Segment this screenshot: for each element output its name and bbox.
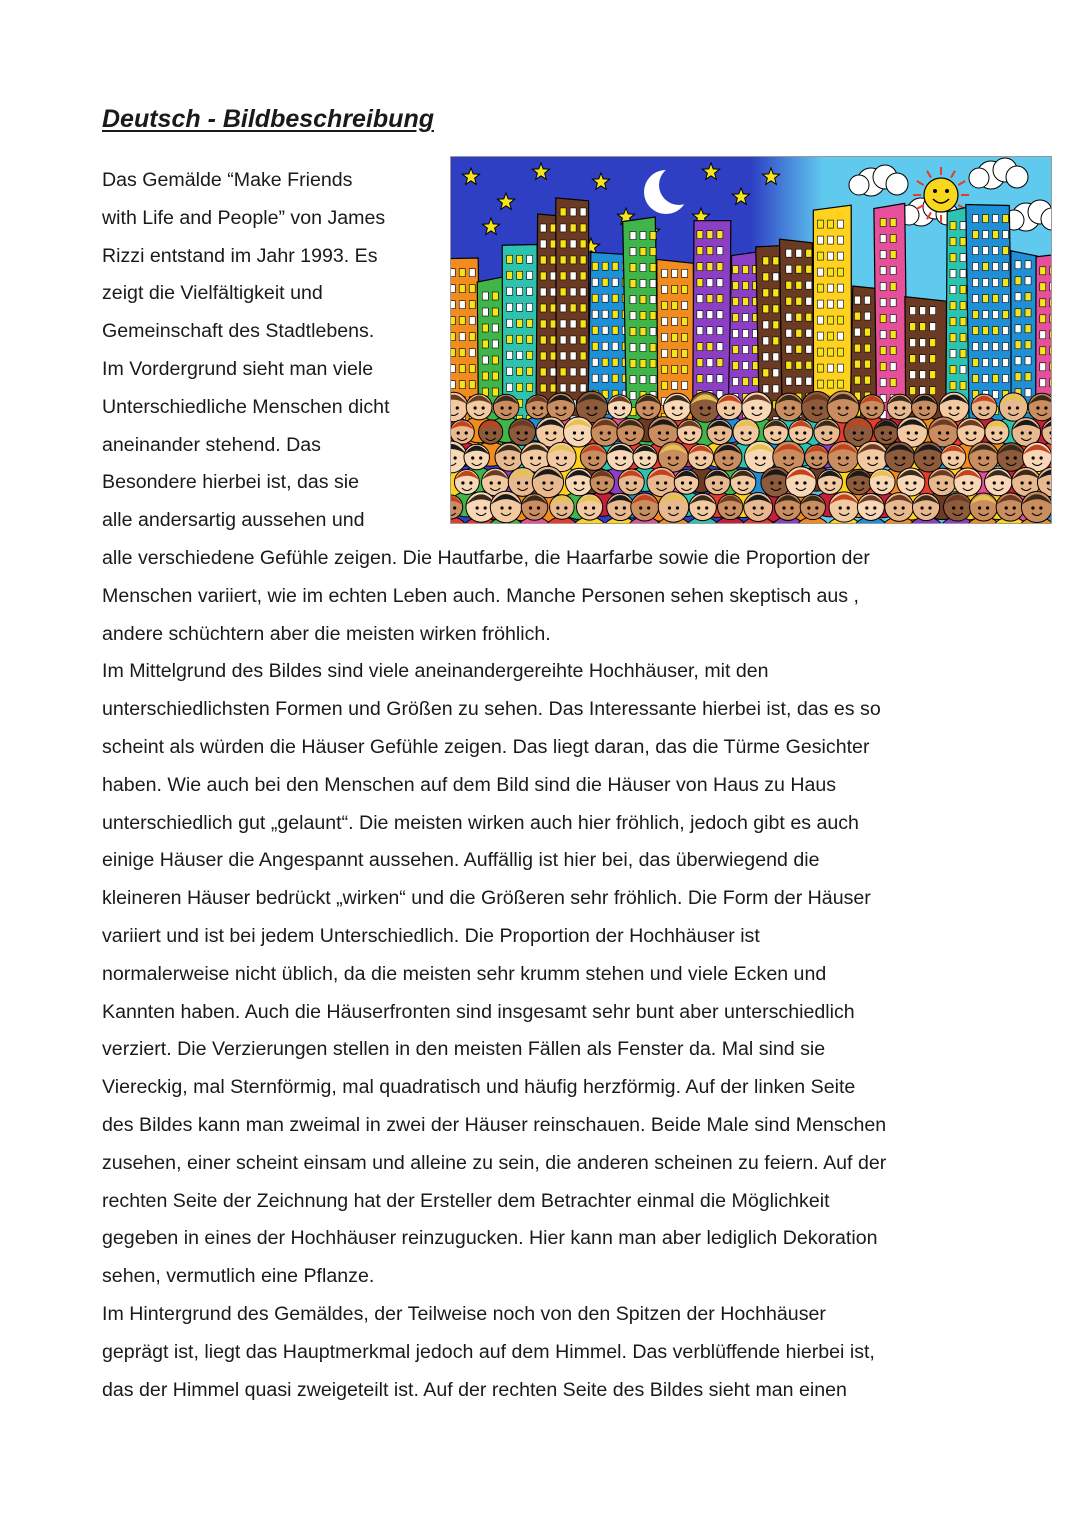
text-line: geprägt ist, liegt das Hauptmerkmal jedoch auf dem Himmel. Das verblüffende hierbei ist, bbox=[102, 1340, 875, 1363]
text-line: Kannten haben. Auch die Häuserfronten sind insgesamt sehr bunt aber unterschiedlich bbox=[102, 1000, 855, 1023]
text-line: alle andersartig aussehen und bbox=[102, 509, 365, 532]
text-line: gegeben in eines der Hochhäuser reinzugucken. Hier kann man aber lediglich Dekoration bbox=[102, 1227, 878, 1250]
document-title: Deutsch - Bildbeschreibung bbox=[102, 105, 434, 133]
paragraph-middleground bbox=[102, 653, 982, 1296]
text-line: variiert und ist bei jedem Unterschiedlich. Die Proportion der Hochhäuser ist bbox=[102, 924, 760, 947]
text-line: rechten Seite der Zeichnung hat der Ersteller dem Betrachter einmal die Möglichkeit bbox=[102, 1189, 830, 1212]
paragraph-foreground bbox=[102, 162, 982, 653]
text-line: Im Hintergrund des Gemäldes, der Teilweise noch von den Spitzen der Hochhäuser bbox=[102, 1302, 826, 1325]
text-line: kleineren Häuser bedrückt „wirken“ und die Größeren sehr fröhlich. Die Form der Häuser bbox=[102, 887, 871, 910]
text-line: Gemeinschaft des Stadtlebens. bbox=[102, 320, 375, 343]
text-line: verziert. Die Verzierungen stellen in den meisten Fällen als Fenster da. Mal sind sie bbox=[102, 1038, 826, 1061]
text-line: sehen, vermutlich eine Pflanze. bbox=[102, 1265, 375, 1288]
text-line: andere schüchtern aber die meisten wirken fröhlich. bbox=[102, 622, 551, 645]
text-line: zusehen, einer scheint einsam und alleine zu sein, die anderen scheinen zu feiern. Auf der bbox=[102, 1151, 887, 1174]
text-line: normalerweise nicht üblich, da die meisten sehr krumm stehen und viele Ecken und bbox=[102, 962, 827, 985]
text-line: Besondere hierbei ist, das sie bbox=[102, 471, 360, 494]
text-line: einige Häuser die Angespannt aussehen. Auffällig ist hier bei, das überwiegend die bbox=[102, 849, 820, 872]
paragraph-background bbox=[102, 1296, 982, 1409]
text-line: unterschiedlich gut „gelaunt“. Die meisten wirken auch hier fröhlich, jedoch gibt es auch bbox=[102, 811, 859, 834]
text-line: alle verschiedene Gefühle zeigen. Die Hautfarbe, die Haarfarbe sowie die Proportion der bbox=[102, 546, 870, 569]
text-line: Rizzi entstand im Jahr 1993. Es bbox=[102, 244, 378, 267]
text-line: zeigt die Vielfältigkeit und bbox=[102, 282, 323, 305]
text-line: das der Himmel quasi zweigeteilt ist. Auf der rechten Seite des Bildes sieht man einen bbox=[102, 1378, 847, 1401]
text-line: with Life and People” von James bbox=[102, 206, 386, 229]
body-text bbox=[102, 162, 982, 1409]
text-line: Viereckig, mal Sternförmig, mal quadratisch und häufig herzförmig. Auf der linken Seite bbox=[102, 1076, 856, 1099]
text-line: Das Gemälde “Make Friends bbox=[102, 169, 353, 191]
text-line: Im Mittelgrund des Bildes sind viele aneinandergereihte Hochhäuser, mit den bbox=[102, 660, 769, 683]
text-line: haben. Wie auch bei den Menschen auf dem Bild sind die Häuser von Haus zu Haus bbox=[102, 773, 837, 796]
text-line: scheint als würden die Häuser Gefühle zeigen. Das liegt daran, das die Türme Gesichter bbox=[102, 735, 870, 758]
text-line: Unterschiedliche Menschen dicht bbox=[102, 395, 390, 418]
text-line: unterschiedlichsten Formen und Größen zu sehen. Das Interessante hierbei ist, das es so bbox=[102, 698, 881, 721]
text-line: aneinander stehend. Das bbox=[102, 433, 321, 456]
text-line: Im Vordergrund sieht man viele bbox=[102, 357, 374, 380]
text-line: Menschen variiert, wie im echten Leben auch. Manche Personen sehen skeptisch aus , bbox=[102, 584, 859, 607]
text-line: des Bildes kann man zweimal in zwei der Häuser reinschauen. Beide Male sind Menschen bbox=[102, 1113, 887, 1136]
